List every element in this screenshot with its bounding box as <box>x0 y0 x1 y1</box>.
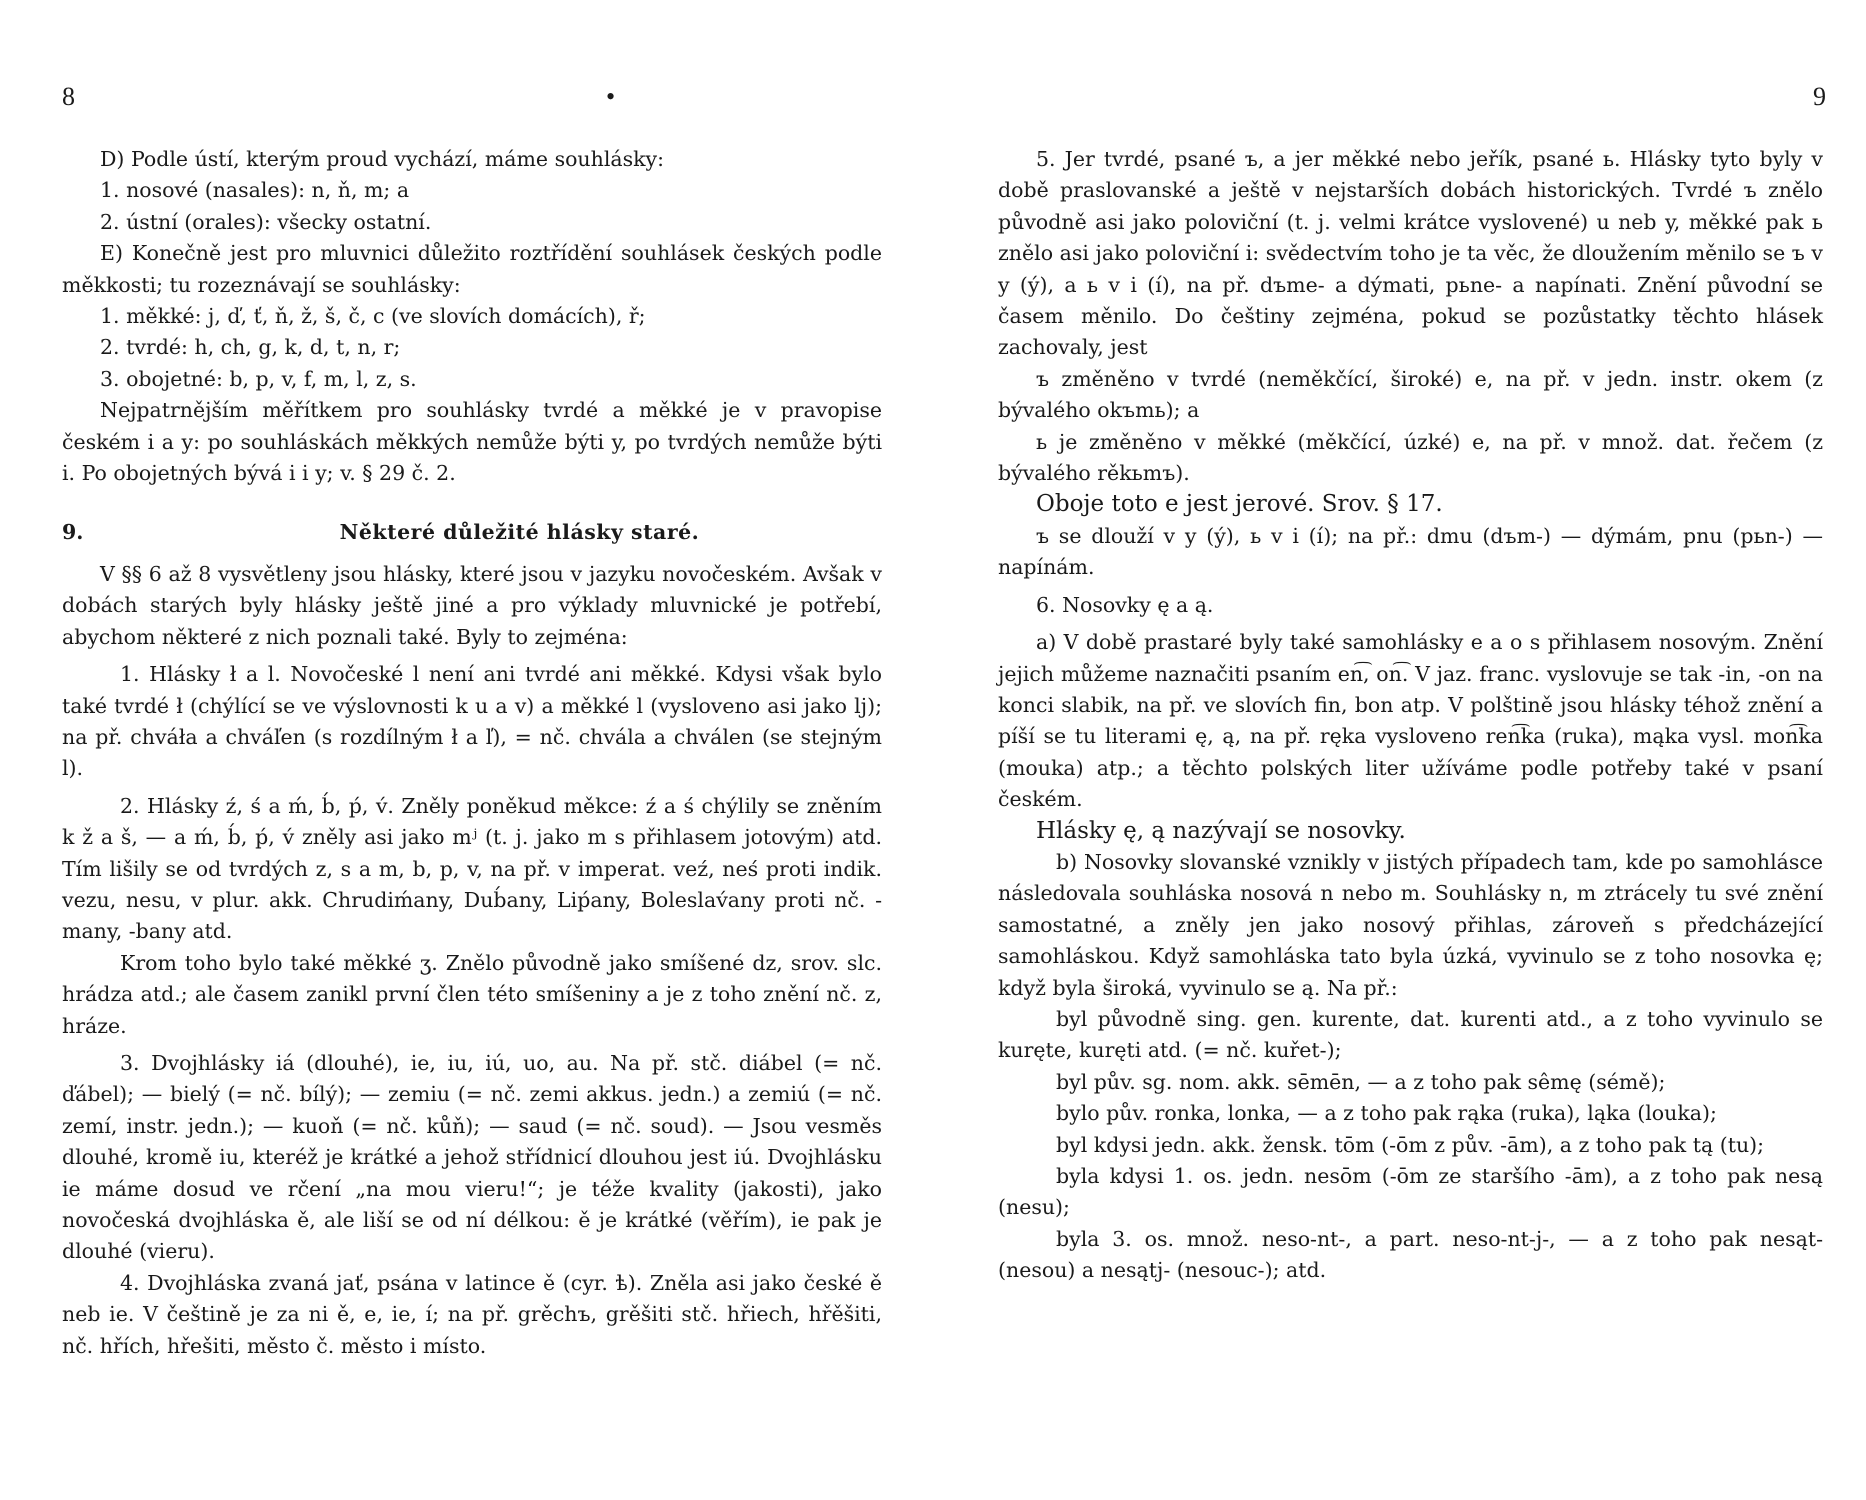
paragraph: D) Podle ústí, kterým proud vychází, máme souhlásky: <box>100 147 665 171</box>
paragraph: E) Konečně jest pro mluvnici důležito roztřídění souhlásek českých podle měkkosti; tu rozeznávají se souhlásky: <box>62 241 882 297</box>
example-item: byla 3. os. množ. neso-nt-, a part. neso-nt-j-, — a z toho pak nesąt- (nesou) a nesątj- (nesouc-); atd. <box>998 1226 1823 1283</box>
section-number: 9. <box>62 520 84 545</box>
page-number: 9 <box>1813 82 1826 111</box>
section-heading <box>62 517 882 548</box>
paragraph: 1. Hlásky ł a l. Novočeské l není ani tvrdé ani měkké. Kdysi však bylo také tvrdé ł (chýlící se ve výslovnosti k u a v) a měkké l (vysloveno asi jako lj); na př. chváła a chvál̕en (s rozdílným ł a l̕), = nč. chvála a chválen (se stejným l). <box>62 662 882 781</box>
center-mark: • <box>606 82 616 111</box>
list-item: 3. obojetné: b, p, v, f, m, l, z, s. <box>100 366 417 391</box>
paragraph: 4. Dvojhláska zvaná jať, psána v latince ě (cyr. ѣ). Zněla asi jako české ě neb ie. V češtině je za ni ě, e, ie, í; na př. grěchъ, grěšiti stč. hřiech, hřěšiti, nč. hřích, hřešiti, město č. město i místo. <box>62 1270 882 1358</box>
paragraph: Oboje toto e jest jerové. Srov. § 17. <box>1036 491 1443 518</box>
example-item: byl původně sing. gen. kurente, dat. kurenti atd., a z toho vyvinulo se kuręte, kuręti atd. (= nč. kuřet-); <box>998 1006 1823 1063</box>
list-item: 2. ústní (orales): všecky ostatní. <box>100 209 432 234</box>
page-number: 8 <box>62 82 75 111</box>
paragraph: Nejpatrnějším měřítkem pro souhlásky tvrdé a měkké je v pravopise českém i a y: po souhláskách měkkých nemůže býti y, po tvrdých nemůže býti i. Po obojetných bývá i i y; v. § 29 č. 2. <box>62 398 882 486</box>
paragraph: Hlásky ę, ą nazývají se nosovky. <box>1036 817 1406 844</box>
example-item: byla kdysi 1. os. jedn. nesōm (-ōm ze staršího -ām), a z toho pak nesą (nesu); <box>998 1164 1823 1220</box>
paragraph: b) Nosovky slovanské vznikly v jistých případech tam, kde po samohlásce následovala souhláska nosová n nebo m. Souhlásky n, m ztrácely tu své znění samostatné, a zněly jen jako nosový přihlas, zároveň s předcházející samohláskou. Když samohláska tato byla úzká, vyvinulo se z toho nosovka ę; když byla široká, vyvinulo se ą. Na př.: <box>998 849 1823 1000</box>
example-item: bylo pův. ronka, lonka, — a z toho pak rąka (ruka), ląka (louka); <box>1056 1101 1717 1126</box>
paragraph: ь je změněno v měkké (měkčící, úzké) e, na př. v množ. dat. řečem (z bývalého rěkьmъ). <box>998 429 1823 486</box>
list-item: 2. tvrdé: h, ch, g, k, d, t, n, r; <box>100 335 401 360</box>
subsection-heading: 6. Nosovky ę a ą. <box>1036 592 1214 617</box>
list-item: 1. nosové (nasales): n, ň, m; a <box>100 178 410 203</box>
paragraph: ъ se dlouží v y (ý), ь v i (í); na př.: dmu (dъm-) — dýmám, pnu (pьn-) — napínám. <box>998 523 1823 580</box>
right-page <box>933 0 1866 1500</box>
paragraph: V §§ 6 až 8 vysvětleny jsou hlásky, které jsou v jazyku novočeském. Avšak v dobách starých byly hlásky ještě jiné a pro výklady mluvnické je potřebí, abychom některé z nich poznali také. Byly to zejména: <box>62 561 882 649</box>
paragraph: Krom toho bylo také měkké ʒ. Znělo původně jako smíšené dz, srov. slc. hrádza atd.; ale časem zanikl první člen této smíšeniny a je z toho znění nč. z, hráze. <box>62 950 882 1038</box>
paragraph: 5. Jer tvrdé, psané ъ, a jer měkké nebo jeřík, psané ь. Hlásky tyto byly v době praslovanské a ještě v nejstarších dobách historických. Tvrdé ъ znělo původně asi jako poloviční (t. j. velmi krátce vyslovené) u neb y, měkké pak ь znělo asi jako poloviční i: svědectvím toho je ta věc, že dloužením měnilo se ъ v y (ý), a ь v i (í), na př. dъme- a dýmati, pьne- a napínati. Znění původní se časem měnilo. Do češtiny zejména, pokud se pozůstatky těchto hlásek zachovaly, jest <box>998 147 1823 360</box>
paragraph: a) V době prastaré byly také samohlásky e a o s přihlasem nosovým. Znění jejich můžeme naznačiti psaním en͡, on͡. V jaz. franc. vyslovuje se tak -in, -on na konci slabik, na př. ve slovích fin, bon atp. V polštině jsou hlásky téhož znění a píší se tu literami ę, ą, na př. ręka vysloveno ren͡ka (ruka), mąka vysl. mon͡ka (mouka) atp.; a těchto polských liter užíváme podle potřeby také v psaní českém. <box>998 630 1823 812</box>
right-text-column <box>998 144 1823 1287</box>
section-title: Některé důležité hlásky staré. <box>339 520 700 545</box>
paragraph: 3. Dvojhlásky iá (dlouhé), ie, iu, iú, uo, au. Na př. stč. diábel (= nč. ďábel); — bielý (= nč. bílý); — zemiu (= nč. zemi akkus. jedn.) a zemiú (= nč. zemí, instr. jedn.); — kuoň (= nč. kůň); — saud (= nč. soud). — Jsou vesměs dlouhé, kromě iu, kteréž je krátké a jehož střídnicí dlouhou jest iú. Dvojhlásku ie máme dosud ve rčení „na mou vieru!“; je téže kvality (jakosti), jako novočeská dvojhláska ě, ale liší se od ní délkou: ě je krátké (věřím), ie pak je dlouhé (vieru). <box>62 1050 882 1264</box>
example-item: byl kdysi jedn. akk. žensk. tōm (-ōm z pův. -ām), a z toho pak tą (tu); <box>1056 1132 1765 1157</box>
paragraph: 2. Hlásky ź, ś a ḿ, b́, ṕ, v́. Zněly poněkud měkce: ź a ś chýlily se zněním k ž a š, — a ḿ, b́, ṕ, v́ zněly asi jako mʲ (t. j. jako m s přihlasem jotovým) atd. Tím lišily se od tvrdých z, s a m, b, p, v, na př. v imperat. veź, neś proti indik. vezu, nesu, v plur. akk. Chrudiḿany, Dub́any, Liṕany, Boleslav́any proti nč. -many, -bany atd. <box>62 793 882 944</box>
example-item: byl pův. sg. nom. akk. sēmēn, — a z toho pak sêmę (sémě); <box>1056 1069 1666 1094</box>
left-text-column <box>62 144 882 1362</box>
paragraph: ъ změněno v tvrdé (neměkčící, široké) e, na př. v jedn. instr. okem (z bývalého okъmь); a <box>998 366 1823 423</box>
list-item: 1. měkké: j, ď, ť, ň, ž, š, č, c (ve slovích domácích), ř; <box>100 304 646 329</box>
